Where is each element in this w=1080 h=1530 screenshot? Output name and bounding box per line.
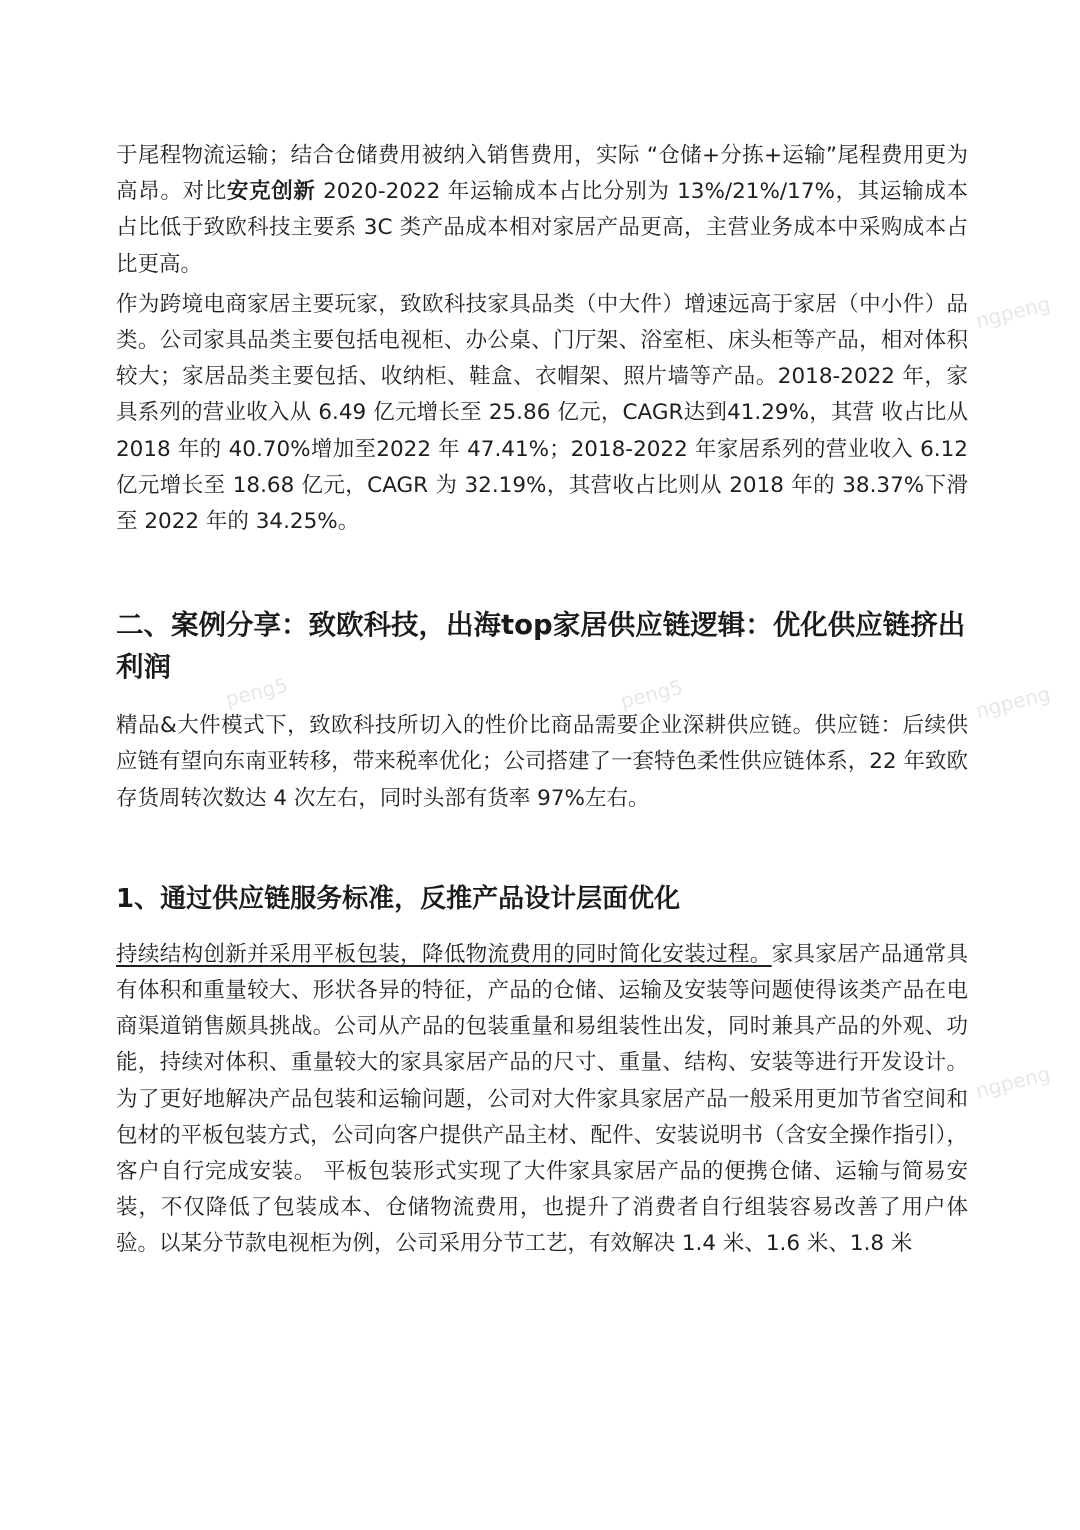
watermark: ngpeng <box>973 681 1053 723</box>
paragraph-category-growth: 作为跨境电商家居主要玩家，致欧科技家具品类（中大件）增速远高于家居（中小件）品类。公司家具品类主要包括电视柜、办公桌、门厅架、浴室柜、床头柜等产品，相对体积较大；家居品类主要包括、收纳柜、鞋盒、衣帽架、照片墙等产品。2018-2022 年，家具系列的营业收入从 6.49 亿元增长至 25.86 亿元，CAGR达到41.29%，其营 收占比从 2018 年的 40.70%增加至2022 年 47.41%；2018-2022 年家居系列的营业收入 6.12 亿元增长至 18.68 亿元，CAGR 为 32.19%，其营收占比则从 2018 年的 38.37%下滑至 2022 年的 34.25%。 <box>116 291 968 535</box>
paragraph-text: 家具家居产品通常具有体积和重量较大、形状各异的特征，产品的仓储、运输及安装等问题使得该类产品在电商渠道销售颇具挑战。公司从产品的包装重量和易组装性出发，同时兼具产品的外观、功能，持续对体积、重量较大的家具家居产品的尺寸、重量、结构、安装等进行开发设计。为了更好地解决产品包装和运输问题，公司对大件家具家居产品一般采用更加节省空间和包材的平板包装方式，公司向客户提供产品主材、配件、安装说明书（含安全操作指引），客户自行完成安装。 平板包装形式实现了大件家具家居产品的便携仓储、运输与简易安装，不仅降低了包装成本、仓储物流费用，也提升了消费者自行组装容易改善了用户体验。以某分节款电视柜为例，公司采用分节工艺，有效解决 1.4 米、1.6 米、1.8 米 <box>116 941 968 1257</box>
watermark: peng5 <box>618 674 686 714</box>
document-body <box>116 138 968 1267</box>
underlined-lead-sentence: 持续结构创新并采用平板包装，降低物流费用的同时简化安装过程。 <box>116 941 772 967</box>
bold-company-name: 安克创新 <box>226 179 316 205</box>
paragraph-flat-packaging <box>116 937 968 1263</box>
paragraph-supply-chain: 精品&大件模式下，致欧科技所切入的性价比商品需要企业深耕供应链。供应链：后续供应链有望向东南亚转移，带来税率优化；公司搭建了一套特色柔性供应链体系，22 年致欧存货周转次数达 4 次左右，同时头部有货率 97%左右。 <box>116 713 968 811</box>
watermark: ngpeng <box>973 291 1053 333</box>
paragraph-text: 于尾程物流运输；结合仓储费用被纳入销售费用，实际 “仓储+分拣+运输”尾程费用更为高昂。对比 <box>116 143 968 205</box>
subsection-heading-product-design: 1、通过供应链服务标准，反推产品设计层面优化 <box>116 883 681 914</box>
watermark: ngpeng <box>973 1061 1053 1103</box>
watermark: peng5 <box>223 672 291 712</box>
paragraph-shipping-cost <box>116 138 968 283</box>
section-heading-case-study: 二、案例分享：致欧科技，出海top家居供应链逻辑：优化供应链挤出利润 <box>116 609 966 684</box>
paragraph-text: 2020-2022 年运输成本占比分别为 13%/21%/17%，其运输成本占比低于致欧科技主要系 3C 类产品成本相对家居产品更高，主营业务成本中采购成本占比更高。 <box>116 179 968 277</box>
